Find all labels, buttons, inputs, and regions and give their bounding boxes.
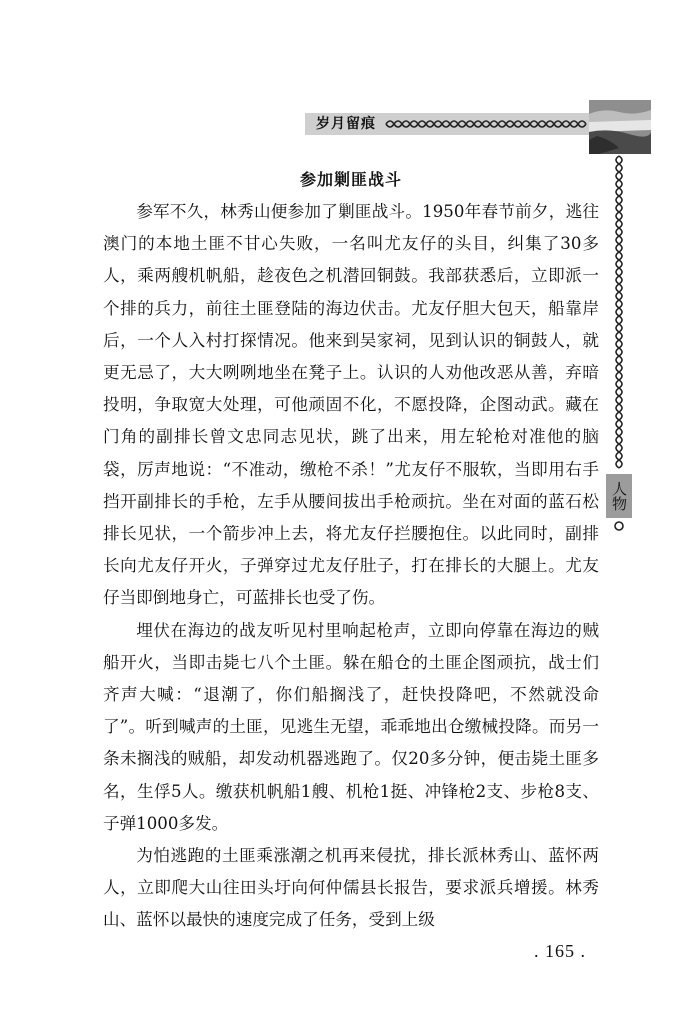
paragraph: 埋伏在海边的战友听见村里响起枪声，立即向停靠在海边的贼船开火，当即击毙七八个土匪。躲在船仓的土匪企图顽抗，战士们齐声大喊：“退潮了，你们船搁浅了，赶快投降吧，不然就没命了”。听到喊声的土匪，见逃生无望，乖乖地出仓缴械投降。而另一条未搁浅的贼船，却发动机器逃跑了。仅20多分钟，便击毙土匪多名，生俘5人。缴获机帆船1艘、机枪1挺、冲锋枪2支、步枪8支、子弹1000多发。 <box>103 620 599 833</box>
article-body <box>103 164 599 937</box>
scroll-ornament-horizontal <box>384 116 590 132</box>
section-side-tab: 人物 <box>606 474 632 518</box>
ornament-end-cap <box>611 518 627 538</box>
page-number: . 165 . <box>534 941 586 961</box>
paragraph: 参军不久，林秀山便参加了剿匪战斗。1950年春节前夕，逃往澳门的本地土匪不甘心失败，一名叫尤友仔的头目，纠集了30多人，乘两艘机帆船，趁夜色之机潜回铜鼓。我部获悉后，立即派一个排的兵力，前往土匪登陆的海边伏击。尤友仔胆大包天，船靠岸后，一个人入村打探情况。他来到吴家祠，见到认识的铜鼓人，就更无忌了，大大咧咧地坐在凳子上。认识的人劝他改恶从善，弃暗投明，争取宽大处理，可他顽固不化，不愿投降，企图动武。藏在门角的副排长曾文忠同志见状，跳了出来，用左轮枪对准他的脑袋，厉声地说：“不准动，缴枪不杀！”尤友仔不服软，当即用右手挡开副排长的手枪，左手从腰间拔出手枪顽抗。坐在对面的蓝石松排长见状，一个箭步冲上去，将尤友仔拦腰抱住。以此同时，副排长向尤友仔开火，子弹穿过尤友仔肚子，打在排长的大腿上。尤友仔当即倒地身亡，可蓝排长也受了伤。 <box>103 202 599 608</box>
scroll-ornament-vertical <box>611 154 627 474</box>
waterfall-photo <box>589 100 651 154</box>
article-title: 参加剿匪战斗 <box>299 170 402 189</box>
section-title: 岁月留痕 <box>316 116 376 132</box>
paragraph: 为怕逃跑的土匪乘涨潮之机再来侵扰，排长派林秀山、蓝怀两人，立即爬大山往田头圩向何仲儒县长报告，要求派兵增援。林秀山、蓝怀以最快的速度完成了任务，受到上级 <box>103 846 599 930</box>
